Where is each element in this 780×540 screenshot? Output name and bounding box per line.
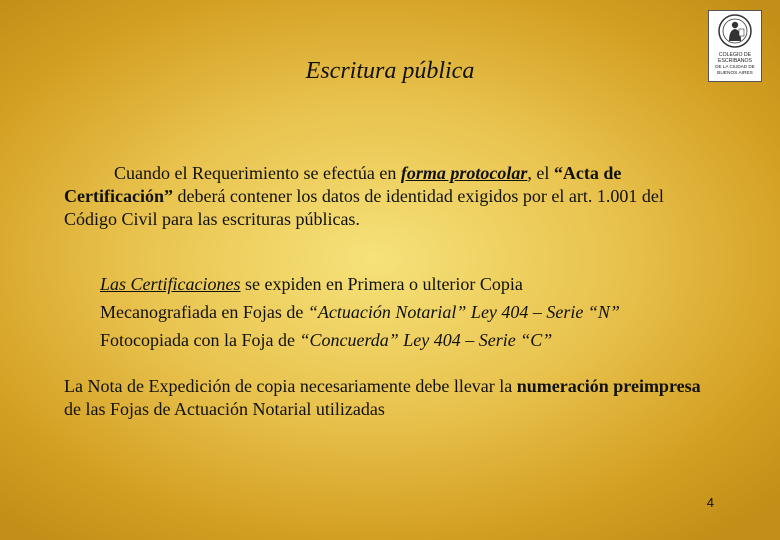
list-line1-rest: se expiden en Primera o ulterior Copia xyxy=(240,274,523,294)
p1-text-3: , el xyxy=(527,163,554,183)
p1-acta-certificacion: “Acta de Certificación” xyxy=(64,163,622,206)
list-line3-rest: “Concuerda” Ley 404 – Serie “C” xyxy=(299,330,553,350)
slide-title: Escritura pública xyxy=(305,58,475,84)
list-item xyxy=(100,270,620,298)
list-item xyxy=(100,298,620,326)
paragraph-acta-certificacion xyxy=(64,162,714,231)
logo-line-1: COLEGIO DE xyxy=(718,52,752,58)
list-line3-lead: Fotocopiada con la Foja de xyxy=(100,330,300,350)
logo-line-2: ESCRIBANOS xyxy=(717,58,753,64)
page-number: 4 xyxy=(706,495,714,510)
p3-text-3: de las Fojas de Actuación Notarial utilizadas xyxy=(64,399,385,419)
p1-text-5: deberá contener los datos de identidad exigidos por el art. 1.001 del Código Civil para las escrituras públicas. xyxy=(64,186,664,229)
list-line1-lead: Las Certificaciones xyxy=(100,274,241,294)
paragraph-nota-expedicion xyxy=(64,375,714,421)
logo-line-4: BUENOS AIRES xyxy=(717,71,753,76)
certificaciones-list xyxy=(100,270,620,354)
logo-line-3: DE LA CIUDAD DE xyxy=(715,64,755,69)
list-line2-lead: Mecanografiada en Fojas de xyxy=(100,302,308,322)
p3-numeracion: numeración preimpresa xyxy=(516,376,701,396)
p3-text-1: La Nota de Expedición de copia necesariamente debe llevar la xyxy=(64,376,517,396)
list-line2-rest: “Actuación Notarial” Ley 404 – Serie “N” xyxy=(307,302,620,322)
p1-forma-protocolar: forma protocolar xyxy=(400,163,528,183)
list-item xyxy=(100,326,620,354)
p1-text-1: Cuando el Requerimiento se efectúa en xyxy=(114,163,401,183)
